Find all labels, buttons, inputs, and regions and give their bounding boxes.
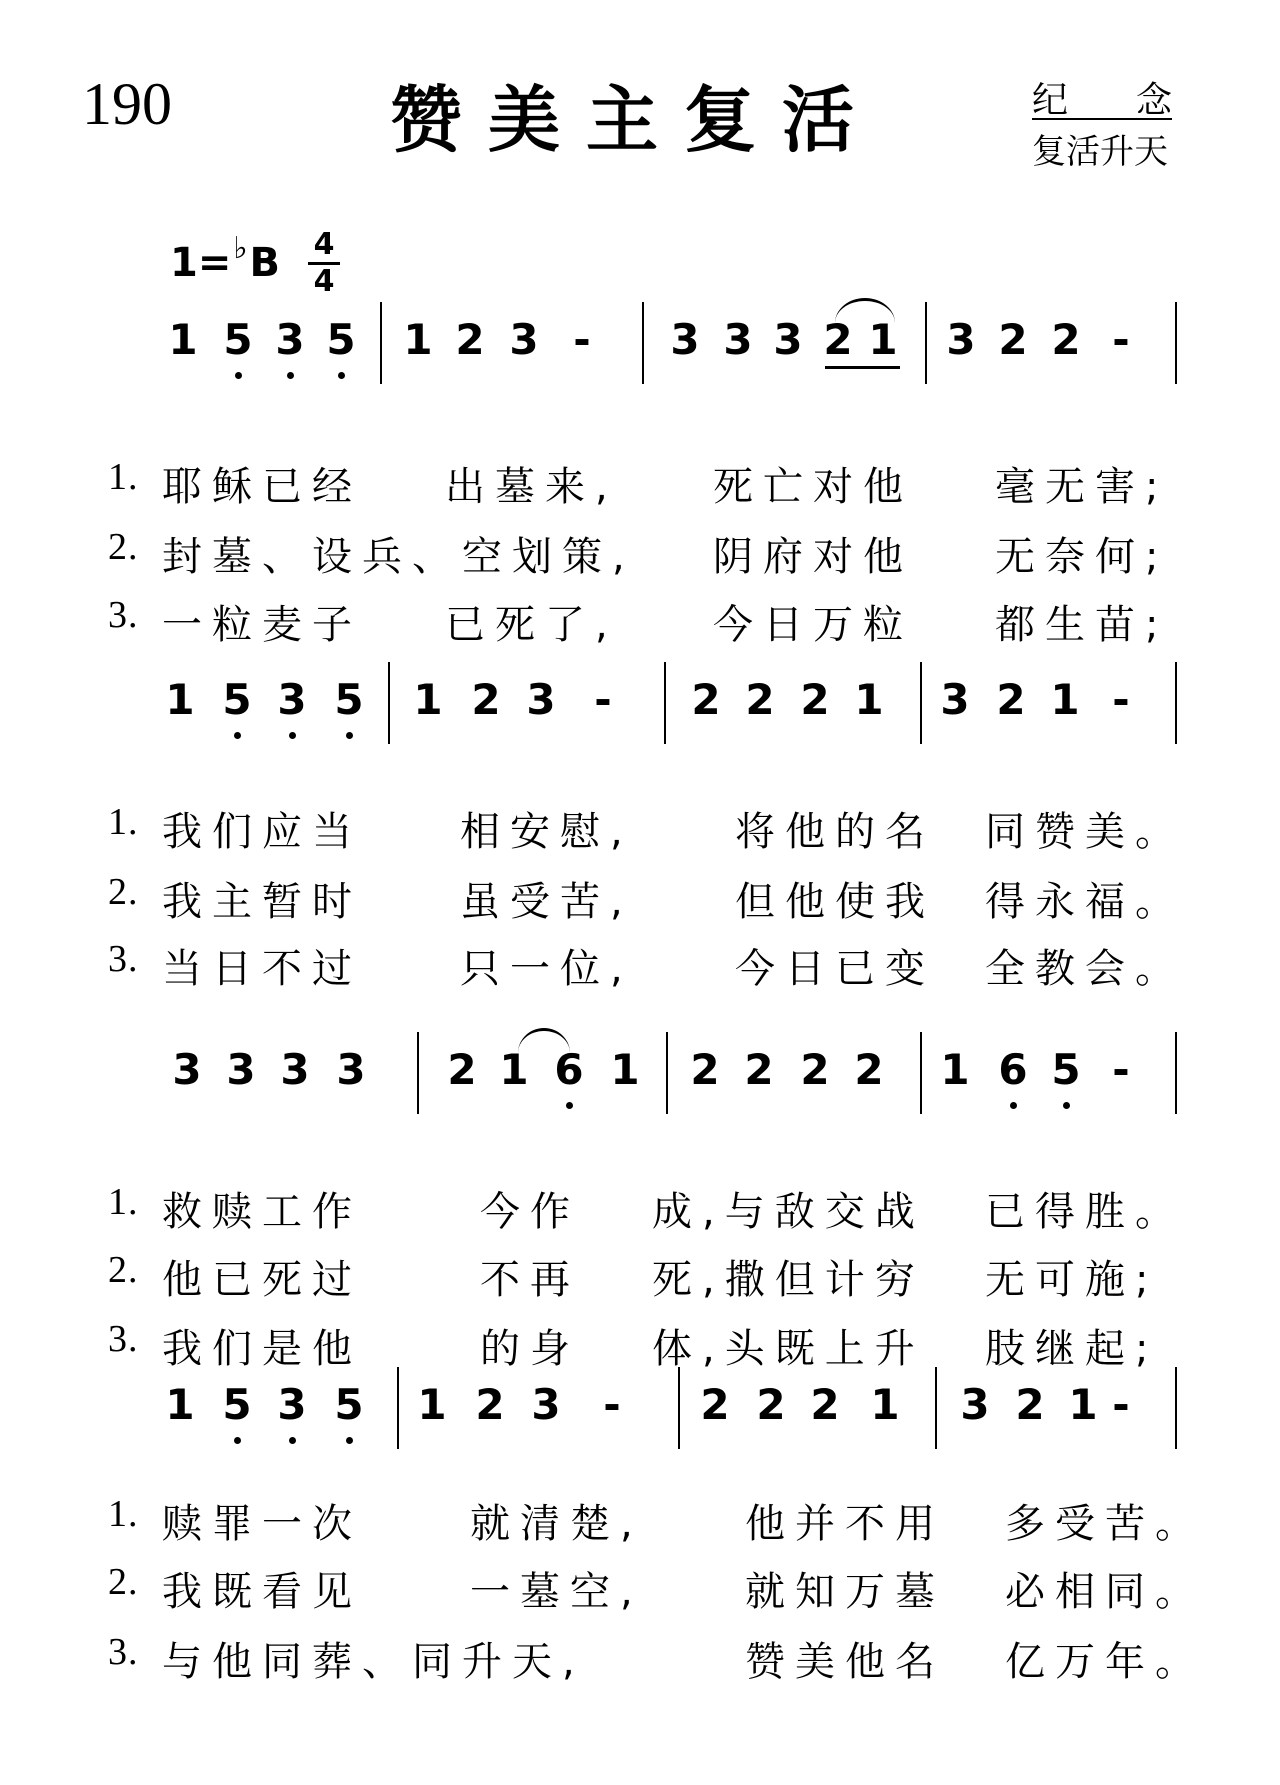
note: 3	[172, 1045, 202, 1094]
note: 3	[526, 675, 556, 724]
lyric-segment: 同赞美。	[985, 809, 1185, 855]
key-prefix: 1=	[170, 240, 232, 286]
note: 1	[403, 315, 433, 364]
lyric-segment: 多受苦。	[1005, 1501, 1205, 1547]
barline	[1175, 662, 1177, 744]
lyric-line	[0, 1317, 1280, 1372]
note: 1	[168, 315, 198, 364]
lyric-segment: 全教会。	[985, 946, 1185, 992]
note: 5	[222, 1380, 252, 1429]
lyric-segment: 亿万年。	[1005, 1639, 1205, 1685]
note: 3	[336, 1045, 366, 1094]
note: 2	[998, 315, 1028, 364]
note: 1	[1068, 1380, 1098, 1429]
note: 2	[996, 675, 1026, 724]
octave-dot	[1010, 1102, 1017, 1109]
octave-dot	[338, 372, 345, 379]
hymn-title: 赞美主复活	[390, 78, 881, 162]
octave-dot	[346, 732, 353, 739]
barline	[380, 302, 382, 384]
octave-dot	[289, 1437, 296, 1444]
note-dash: -	[573, 315, 591, 364]
lyric-segment: 今作	[480, 1189, 580, 1235]
note: 1	[165, 675, 195, 724]
note: 3	[773, 315, 803, 364]
note: 2	[810, 1380, 840, 1429]
octave-dot	[235, 372, 242, 379]
barline	[920, 662, 922, 744]
octave-dot	[346, 1437, 353, 1444]
note: 1	[868, 315, 898, 364]
octave-dot	[287, 372, 294, 379]
lyric-segment: 都生苗;	[995, 602, 1169, 648]
lyric-segment: 相安慰,	[460, 809, 633, 855]
lyric-segment: 赞美他名	[745, 1639, 945, 1685]
verse-number: 2.	[108, 871, 139, 913]
note: 5	[222, 675, 252, 724]
barline	[935, 1367, 937, 1449]
lyric-segment: 得永福。	[985, 879, 1185, 925]
verse-number: 3.	[108, 938, 139, 980]
slur	[835, 298, 895, 323]
category-char-1: 纪	[1032, 80, 1069, 121]
barline	[1175, 302, 1177, 384]
octave-dot	[1063, 1102, 1070, 1109]
time-signature-top: 4	[313, 227, 335, 262]
note: 1	[870, 1380, 900, 1429]
lyric-segment: 当日不过	[162, 946, 362, 992]
lyric-segment: 救赎工作	[162, 1189, 362, 1235]
barline	[664, 662, 666, 744]
lyric-line	[0, 593, 1280, 648]
subcategory-label: 复活升天	[1032, 132, 1168, 172]
note: 3	[280, 1045, 310, 1094]
note: 2	[1051, 315, 1081, 364]
note: 2	[756, 1380, 786, 1429]
note: 2	[800, 675, 830, 724]
barline	[925, 302, 927, 384]
note: 3	[226, 1045, 256, 1094]
lyric-segment: 肢继起;	[985, 1326, 1159, 1372]
lyric-segment: 毫无害;	[995, 464, 1169, 510]
octave-dot	[234, 732, 241, 739]
note: 2	[744, 1045, 774, 1094]
barline	[417, 1032, 419, 1114]
note: 2	[691, 675, 721, 724]
note: 3	[940, 675, 970, 724]
lyric-segment: 他已死过	[162, 1257, 362, 1303]
octave-dot	[234, 1437, 241, 1444]
verse-number: 2.	[108, 1561, 139, 1603]
note: 3	[509, 315, 539, 364]
note: 3	[275, 315, 305, 364]
note: 2	[471, 675, 501, 724]
lyric-segment: 就知万墓	[745, 1569, 945, 1615]
note: 2	[854, 1045, 884, 1094]
lyric-segment: 死亡对他	[713, 464, 913, 510]
flat-symbol: ♭	[233, 231, 248, 266]
category-char-2: 念	[1135, 80, 1172, 121]
barline	[666, 1032, 668, 1114]
lyric-segment: 一粒麦子	[162, 602, 362, 648]
note: 3	[277, 675, 307, 724]
note: 3	[531, 1380, 561, 1429]
barline	[678, 1367, 680, 1449]
lyric-segment: 我们应当	[162, 809, 362, 855]
note-dash: -	[1112, 315, 1130, 364]
lyric-segment: 已死了,	[445, 602, 618, 648]
lyric-line	[0, 800, 1280, 855]
verse-number: 1.	[108, 801, 139, 843]
lyric-line	[0, 455, 1280, 510]
lyric-segment: 虽受苦,	[460, 879, 633, 925]
note: 6	[554, 1045, 584, 1094]
lyric-segment: 一墓空,	[470, 1569, 643, 1615]
lyric-segment: 我既看见	[162, 1569, 362, 1615]
time-signature	[304, 228, 344, 299]
note: 1	[499, 1045, 529, 1094]
verse-number: 1.	[108, 1181, 139, 1223]
category-label	[1032, 72, 1172, 123]
key-signature	[170, 231, 281, 286]
lyric-segment: 今日已变	[735, 946, 935, 992]
lyric-segment: 无奈何;	[995, 534, 1169, 580]
note-dash: -	[1112, 675, 1130, 724]
lyric-segment: 成,与敌交战	[652, 1189, 925, 1235]
note-dash: -	[594, 675, 612, 724]
note: 5	[223, 315, 253, 364]
barline	[642, 302, 644, 384]
octave-dot	[566, 1102, 573, 1109]
verse-number: 2.	[108, 1249, 139, 1291]
lyric-segment: 已得胜。	[985, 1189, 1185, 1235]
lyric-segment: 必相同。	[1005, 1569, 1205, 1615]
barline	[1175, 1367, 1177, 1449]
category-rule	[1032, 118, 1172, 120]
lyric-line	[0, 1630, 1280, 1685]
lyric-segment: 出墓来,	[445, 464, 618, 510]
note: 2	[447, 1045, 477, 1094]
lyric-line	[0, 1248, 1280, 1303]
barline	[1175, 1032, 1177, 1114]
barline	[397, 1367, 399, 1449]
note: 1	[165, 1380, 195, 1429]
note-dash: -	[1112, 1045, 1130, 1094]
note: 5	[334, 675, 364, 724]
time-signature-bottom: 4	[313, 264, 335, 299]
note: 1	[940, 1045, 970, 1094]
barline	[388, 662, 390, 744]
note: 5	[1051, 1045, 1081, 1094]
lyric-segment: 我们是他	[162, 1326, 362, 1372]
note: 2	[745, 675, 775, 724]
verse-number: 3.	[108, 1318, 139, 1360]
eighth-beam	[825, 366, 900, 369]
note: 1	[854, 675, 884, 724]
lyric-line	[0, 937, 1280, 992]
lyric-segment: 封墓、设兵、空划策,	[162, 534, 635, 580]
verse-number: 2.	[108, 526, 139, 568]
note: 2	[475, 1380, 505, 1429]
note-dash: -	[603, 1380, 621, 1429]
lyric-segment: 但他使我	[735, 879, 935, 925]
note: 3	[960, 1380, 990, 1429]
note: 2	[1015, 1380, 1045, 1429]
key-note: B	[249, 240, 281, 286]
note-dash: -	[1112, 1380, 1130, 1429]
note: 3	[670, 315, 700, 364]
lyric-line	[0, 525, 1280, 580]
note: 5	[334, 1380, 364, 1429]
note: 1	[1050, 675, 1080, 724]
barline	[920, 1032, 922, 1114]
lyric-line	[0, 1180, 1280, 1235]
slur	[518, 1028, 570, 1053]
note: 2	[823, 315, 853, 364]
verse-number: 1.	[108, 1493, 139, 1535]
note: 3	[723, 315, 753, 364]
note: 3	[946, 315, 976, 364]
note: 1	[610, 1045, 640, 1094]
note: 1	[413, 675, 443, 724]
lyric-segment: 我主暂时	[162, 879, 362, 925]
note: 2	[690, 1045, 720, 1094]
lyric-segment: 体,头既上升	[652, 1326, 925, 1372]
lyric-segment: 阴府对他	[713, 534, 913, 580]
note: 3	[277, 1380, 307, 1429]
lyric-segment: 耶稣已经	[162, 464, 362, 510]
note: 2	[700, 1380, 730, 1429]
lyric-segment: 将他的名	[735, 809, 935, 855]
lyric-line	[0, 870, 1280, 925]
lyric-segment: 他并不用	[745, 1501, 945, 1547]
octave-dot	[289, 732, 296, 739]
verse-number: 3.	[108, 594, 139, 636]
lyric-line	[0, 1492, 1280, 1547]
note: 5	[326, 315, 356, 364]
lyric-segment: 今日万粒	[713, 602, 913, 648]
lyric-segment: 死,撒但计穷	[652, 1257, 925, 1303]
note: 1	[417, 1380, 447, 1429]
lyric-segment: 就清楚,	[470, 1501, 643, 1547]
lyric-segment: 不再	[480, 1257, 580, 1303]
note: 2	[800, 1045, 830, 1094]
note: 2	[455, 315, 485, 364]
lyric-segment: 只一位,	[460, 946, 633, 992]
lyric-line	[0, 1560, 1280, 1615]
note: 6	[998, 1045, 1028, 1094]
lyric-segment: 的身	[480, 1326, 580, 1372]
verse-number: 3.	[108, 1631, 139, 1673]
lyric-segment: 无可施;	[985, 1257, 1159, 1303]
verse-number: 1.	[108, 456, 139, 498]
hymn-number: 190	[82, 71, 172, 137]
lyric-segment: 与他同葬、同升天,	[162, 1639, 585, 1685]
lyric-segment: 赎罪一次	[162, 1501, 362, 1547]
